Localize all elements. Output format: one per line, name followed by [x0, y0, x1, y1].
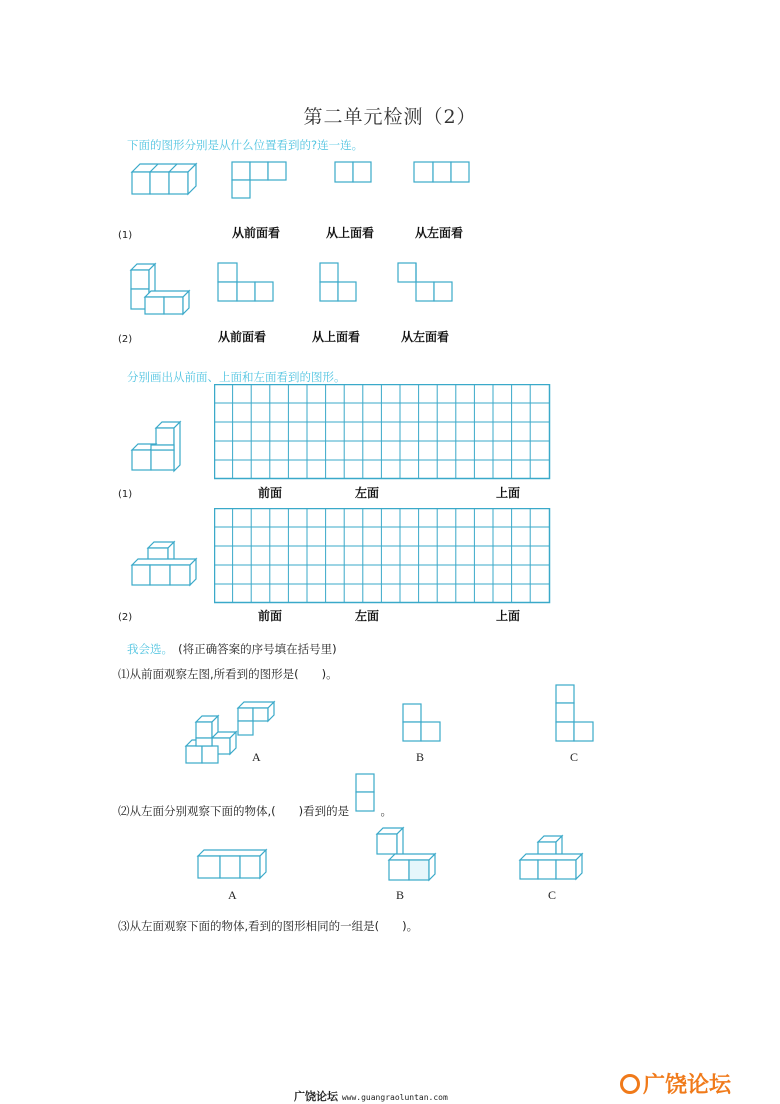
question-1: ⑴从前面观察左图,所看到的图形是( )。 — [118, 667, 338, 681]
section2-instruction: 分别画出从前面、上面和左面看到的图形。 — [127, 370, 346, 384]
logo-ring-icon — [620, 1074, 640, 1094]
footer-site — [294, 1088, 448, 1104]
question-3: ⑶从左面观察下面的物体,看到的图形相同的一组是( )。 — [118, 919, 419, 933]
section3-note: (将正确答案的序号填在括号里) — [178, 642, 337, 656]
view-shape-1a — [232, 162, 290, 202]
q2-option-c-figure — [518, 834, 588, 882]
label-view-left: 从左面看 — [415, 226, 464, 240]
q1-option-a: A — [252, 750, 261, 764]
view-shape-1c — [414, 162, 474, 184]
cube-figure-steps-1 — [130, 420, 186, 476]
page-title: 第二单元检测（2） — [303, 106, 477, 128]
view-shape-2b — [320, 263, 362, 305]
q2-option-c: C — [548, 888, 557, 902]
grid2-label-left: 左面 — [355, 609, 380, 623]
grid2-label-top: 上面 — [496, 609, 521, 623]
section3-heading-row — [127, 638, 337, 657]
q2-option-a: A — [228, 888, 237, 902]
q1-option-c: C — [570, 750, 579, 764]
footer-url[interactable]: www.guangraoluntan.com — [341, 1093, 448, 1102]
q1-option-b: B — [416, 750, 425, 764]
cube-figure-steps-2 — [130, 540, 206, 590]
label-view-front-2: 从前面看 — [218, 330, 267, 344]
section2-item2-number: (2) — [118, 612, 133, 623]
q2-target-shape — [355, 773, 377, 815]
section1-instruction: 下面的图形分别是从什么位置看到的?连一连。 — [127, 138, 364, 152]
q2-option-b: B — [396, 888, 405, 902]
grid1-label-front: 前面 — [258, 486, 283, 500]
q2-option-b-figure — [375, 826, 439, 882]
grid1-label-top: 上面 — [496, 486, 521, 500]
drawing-grid-1[interactable] — [214, 384, 551, 480]
question-2-end: 。 — [380, 804, 392, 818]
q1-option-c-shape — [556, 685, 596, 745]
q2-option-a-figure — [196, 846, 272, 882]
view-shape-2a — [218, 263, 278, 305]
section1-item1-number: (1) — [118, 230, 133, 241]
cube-figure-l-shape — [128, 262, 194, 318]
cube-figure-row — [128, 160, 208, 200]
q1-figure — [184, 700, 276, 766]
question-2-row — [118, 803, 392, 819]
section2-item1-number: (1) — [118, 489, 133, 500]
footer-site-name: 广饶论坛 — [294, 1090, 338, 1103]
view-shape-1b — [335, 162, 375, 184]
logo-text: 广饶论坛 — [643, 1073, 732, 1098]
grid2-label-front: 前面 — [258, 609, 283, 623]
grid1-label-left: 左面 — [355, 486, 380, 500]
drawing-grid-2[interactable] — [214, 508, 551, 604]
label-view-top-2: 从上面看 — [312, 330, 361, 344]
section1-item2-number: (2) — [118, 334, 133, 345]
label-view-left-2: 从左面看 — [401, 330, 450, 344]
label-view-front: 从前面看 — [232, 226, 281, 240]
view-shape-2c — [398, 263, 458, 305]
question-2-text: ⑵从左面分别观察下面的物体,( )看到的是 — [118, 804, 350, 818]
section3-heading: 我会选。 — [127, 642, 173, 656]
q1-option-b-shape — [403, 704, 443, 744]
label-view-top: 从上面看 — [326, 226, 375, 240]
brand-logo — [620, 1068, 731, 1099]
